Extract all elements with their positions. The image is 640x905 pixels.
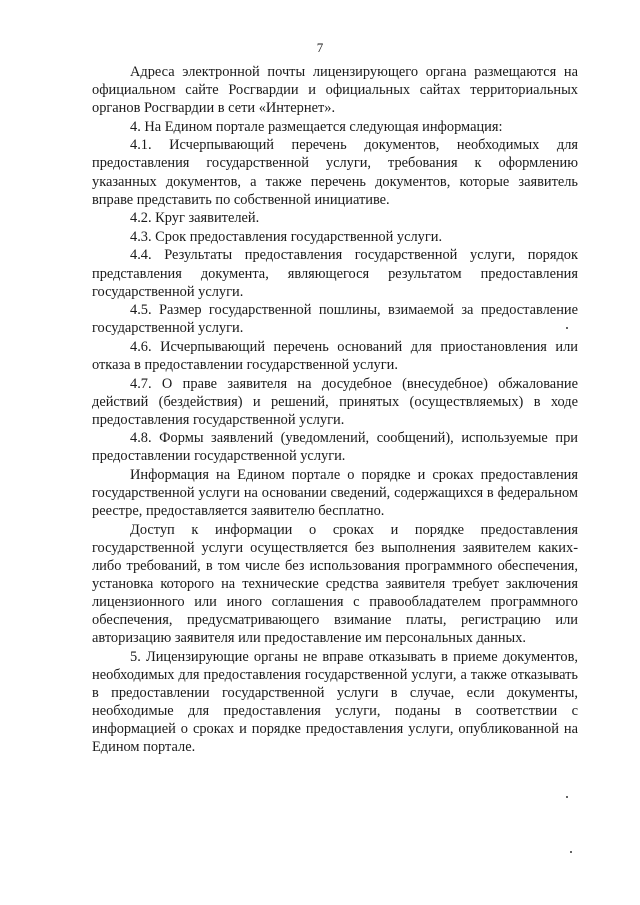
paragraph-item-4-6: 4.6. Исчерпывающий перечень оснований для приостановления или отказа в предоставлении государственной услуги.	[92, 338, 578, 373]
paragraph-item-5: 5. Лицензирующие органы не вправе отказывать в приеме документов, необходимых для предоставления государственной услуги, а также отказывать в предоставлении государственной услуги в случае, если документы, необходимые для предоставления услуги, поданы в соответствии с информацией о сроках и порядке предоставления услуги, опубликованной на Едином портале.	[92, 649, 578, 756]
paragraph-item-4-8: 4.8. Формы заявлений (уведомлений, сообщений), используемые при предоставлении государственной услуги.	[92, 430, 578, 465]
paragraph-item-4-3: 4.3. Срок предоставления государственной услуги.	[130, 228, 443, 245]
paragraph-item-4-4: 4.4. Результаты предоставления государственной услуги, порядок представления документа, являющегося результатом предоставления государственной услуги.	[92, 247, 578, 300]
paragraph-item-4-5: 4.5. Размер государственной пошлины, взимаемой за предоставление государственной услуги.	[92, 302, 578, 337]
scan-speck	[566, 327, 568, 329]
paragraph-item-4: 4. На Едином портале размещается следующая информация:	[130, 118, 503, 135]
paragraph-item-4-2: 4.2. Круг заявителей.	[130, 210, 260, 227]
paragraph-item-4-1: 4.1. Исчерпывающий перечень документов, необходимых для предоставления государственной услуги, требования к оформлению указанных документов, а также перечень документов, которые заявитель вправе представить по собственной инициативе.	[92, 137, 578, 208]
paragraph-access-to-information: Доступ к информации о сроках и порядке предоставления государственной услуги осуществляется без выполнения заявителем каких-либо требований, в том числе без использования программного обеспечения, установка которого на технические средства заявителя требует заключения лицензионного или иного соглашения с правообладателем программного обеспечения, предусматривающего взимание платы, регистрацию или авторизацию заявителя или предоставление им персональных данных.	[92, 521, 578, 647]
paragraph-email-addresses: Адреса электронной почты лицензирующего органа размещаются на официальном сайте Росгвардии и официальных сайтах территориальных органов Росгвардии в сети «Интернет».	[92, 64, 578, 117]
paragraph-free-information: Информация на Едином портале о порядке и сроках предоставления государственной услуги на основании сведений, содержащихся в федеральном реестре, предоставляется заявителю бесплатно.	[92, 467, 578, 520]
document-body	[92, 63, 578, 757]
paragraph-item-4-7: 4.7. О праве заявителя на досудебное (внесудебное) обжалование действий (бездействия) и решений, принятых (осуществляемых) в ходе предоставления государственной услуги.	[92, 375, 578, 428]
page-number: 7	[316, 40, 324, 55]
scan-speck	[570, 851, 572, 853]
scan-speck	[566, 796, 568, 798]
